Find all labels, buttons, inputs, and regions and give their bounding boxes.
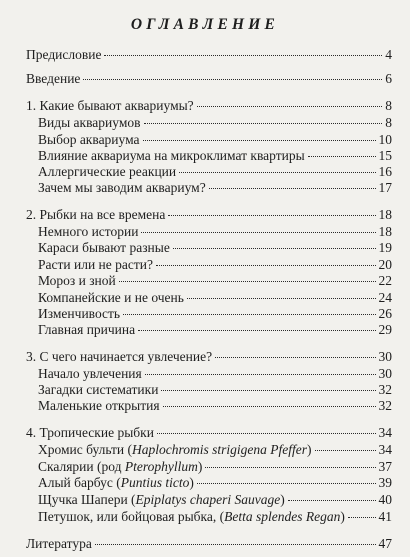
toc-entry-title: Введение <box>26 71 81 86</box>
toc-page-number: 17 <box>378 180 392 195</box>
toc-entry-title: Начало увлечения <box>38 366 142 381</box>
toc-entry-title: Караси бывают разные <box>38 240 170 255</box>
toc-entry-title: Влияние аквариума на микроклимат квартиры <box>38 148 305 163</box>
dot-leader <box>123 314 375 315</box>
dot-leader <box>209 188 376 189</box>
toc-page-number: 22 <box>378 273 392 288</box>
toc-entry <box>26 45 392 65</box>
dot-leader <box>141 232 375 233</box>
toc-entry <box>38 396 392 416</box>
toc-entry-title: Загадки систематики <box>38 382 159 397</box>
toc-page-number: 24 <box>378 290 392 305</box>
toc-page-number: 20 <box>378 257 392 272</box>
toc-page-number: 29 <box>378 322 392 337</box>
toc-page-number: 18 <box>378 224 392 239</box>
dot-leader <box>138 330 375 331</box>
dot-leader <box>308 156 376 157</box>
toc-page-number: 34 <box>378 442 392 457</box>
dot-leader <box>197 106 383 107</box>
toc-entry-title: Щучка Шапери (Epiplatys chaperi Sauvage) <box>38 492 285 507</box>
toc-page-number: 10 <box>378 132 392 147</box>
toc-page-number: 40 <box>378 492 392 507</box>
dot-leader <box>205 467 375 468</box>
toc-page-number: 8 <box>385 98 392 113</box>
dot-leader <box>315 450 376 451</box>
dot-leader <box>157 433 376 434</box>
toc-entry-title: Виды аквариумов <box>38 115 141 130</box>
toc-entry-title: Компанейские и не очень <box>38 290 184 305</box>
toc-page-number: 30 <box>378 349 392 364</box>
toc-entry-title: Маленькие открытия <box>38 398 160 413</box>
toc-page-number: 8 <box>385 115 392 130</box>
toc-entry-title: Скалярии (род Pterophyllum) <box>38 459 203 474</box>
toc-page-number: 19 <box>378 240 392 255</box>
toc-entry <box>38 178 392 198</box>
toc-entry <box>26 534 392 554</box>
toc-page-number: 41 <box>378 509 392 524</box>
dot-leader <box>83 79 382 80</box>
toc-entry-title: 4. Тропические рыбки <box>26 425 154 440</box>
dot-leader <box>173 248 376 249</box>
toc-entry-title: Зачем мы заводим аквариум? <box>38 180 206 195</box>
toc-page-number: 16 <box>378 164 392 179</box>
toc-entry-title: Алый барбус (Puntius ticto) <box>38 475 194 490</box>
toc-page-number: 47 <box>378 536 392 551</box>
dot-leader <box>145 374 376 375</box>
toc-entry-title: Мороз и зной <box>38 273 116 288</box>
dot-leader <box>95 544 376 545</box>
toc-entry <box>38 507 392 527</box>
toc-page-number: 4 <box>385 47 392 62</box>
toc-page-number: 37 <box>378 459 392 474</box>
toc-entry-title: Литература <box>26 536 92 551</box>
dot-leader <box>104 55 382 56</box>
toc-entry-title: Немного истории <box>38 224 139 239</box>
toc-entry-title: Выбор аквариума <box>38 132 140 147</box>
toc-page-number: 26 <box>378 306 392 321</box>
toc-entry-title: 3. С чего начинается увлечение? <box>26 349 213 364</box>
dot-leader <box>161 390 375 391</box>
dot-leader <box>348 517 376 518</box>
toc-entry-title: Аллергические реакции <box>38 164 177 179</box>
toc-entry-title: Петушок, или бойцовая рыбка, (Betta splendes Regan) <box>38 509 345 524</box>
dot-leader <box>163 406 376 407</box>
dot-leader <box>144 123 383 124</box>
dot-leader <box>143 140 376 141</box>
toc-entry <box>38 320 392 340</box>
toc-entry-title: Главная причина <box>38 322 136 337</box>
toc-page-number: 32 <box>378 382 392 397</box>
toc-page-number: 32 <box>378 398 392 413</box>
toc-entry-title: 2. Рыбки на все времена <box>26 207 166 222</box>
dot-leader <box>187 298 376 299</box>
toc-entry-title: Изменчивость <box>38 306 121 321</box>
dot-leader <box>197 483 376 484</box>
toc-page-number: 18 <box>378 207 392 222</box>
toc-page-number: 30 <box>378 366 392 381</box>
dot-leader <box>288 500 376 501</box>
dot-leader <box>156 265 376 266</box>
toc-page-number: 34 <box>378 425 392 440</box>
dot-leader <box>215 357 375 358</box>
dot-leader <box>179 172 375 173</box>
toc-entry <box>26 69 392 89</box>
toc-page-number: 15 <box>378 148 392 163</box>
toc-page-number: 39 <box>378 475 392 490</box>
toc-entry-title: Хромис бульти (Haplochromis strigigena Pfeffer) <box>38 442 312 457</box>
dot-leader <box>119 281 376 282</box>
dot-leader <box>168 215 375 216</box>
toc-entry-title: Предисловие <box>26 47 102 62</box>
toc-entry-title: Расти или не расти? <box>38 257 153 272</box>
page-title: ОГЛАВЛЕНИЕ <box>130 16 280 33</box>
toc-page-number: 6 <box>385 71 392 86</box>
toc-entry-title: 1. Какие бывают аквариумы? <box>26 98 194 113</box>
